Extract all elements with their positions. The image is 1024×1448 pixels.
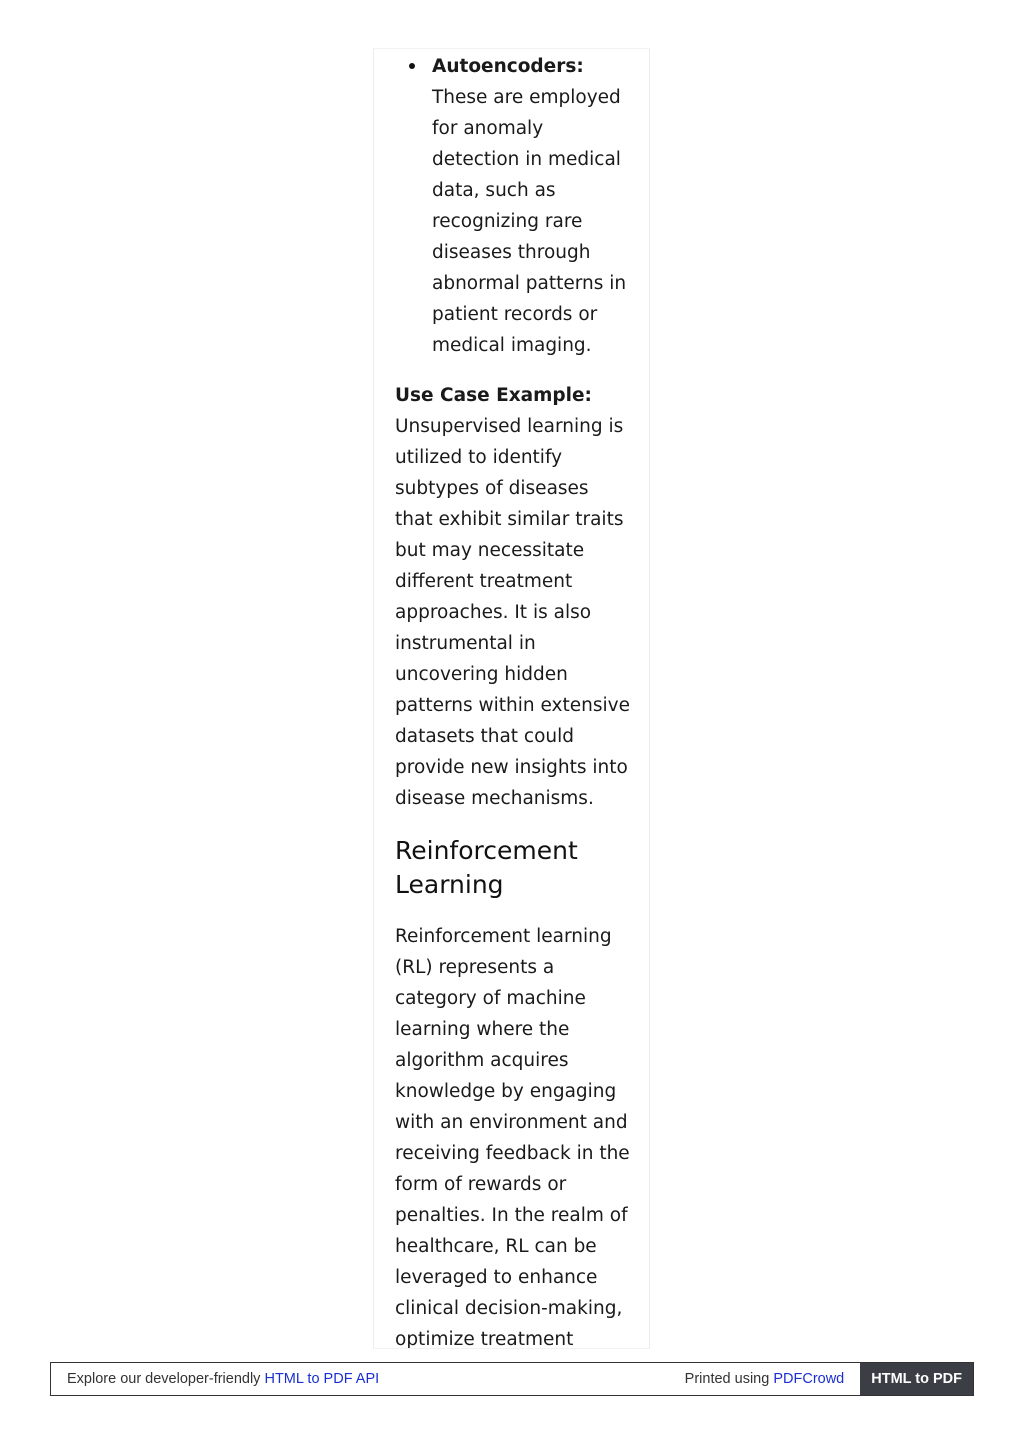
section-heading: Reinforcement Learning <box>395 836 578 899</box>
footer-explore <box>51 1371 379 1387</box>
list-item-term: Autoencoders: <box>432 56 584 77</box>
html-to-pdf-api-link[interactable]: HTML to PDF API <box>264 1371 380 1387</box>
use-case-text: Unsupervised learning is utilized to identify subtypes of diseases that exhibit similar traits but may necessitate different treatment approaches. It is also instrumental in uncovering hidden patterns within extensive datasets that could provide new insights into disease mechanisms. <box>395 416 630 809</box>
rl-paragraph: Reinforcement learning (RL) represents a category of machine learning where the algorithm acquires knowledge by engaging with an environment and receiving feedback in the form of rewards or penalties. In the realm of healthcare, RL can be leveraged to enhance clinical decision-making, optimize treatment <box>395 926 630 1349</box>
footer-printed-text: Printed using <box>684 1371 770 1387</box>
article-column <box>373 48 650 1349</box>
bullet-icon <box>409 63 415 69</box>
article-content <box>395 51 631 1349</box>
pdfcrowd-link[interactable]: PDFCrowd <box>773 1371 845 1387</box>
pdf-footer-bar <box>50 1362 974 1396</box>
list-item-text: These are employed for anomaly detection in medical data, such as recognizing rare diseases through abnormal patterns in patient records or medical imaging. <box>432 87 627 356</box>
footer-printed <box>685 1371 861 1387</box>
use-case-paragraph <box>395 380 631 814</box>
html-to-pdf-badge[interactable]: HTML to PDF <box>860 1363 973 1395</box>
list-item <box>395 51 631 361</box>
bullet-list <box>395 51 631 361</box>
use-case-label: Use Case Example: <box>395 385 592 406</box>
footer-explore-text: Explore our developer-friendly <box>67 1371 261 1387</box>
